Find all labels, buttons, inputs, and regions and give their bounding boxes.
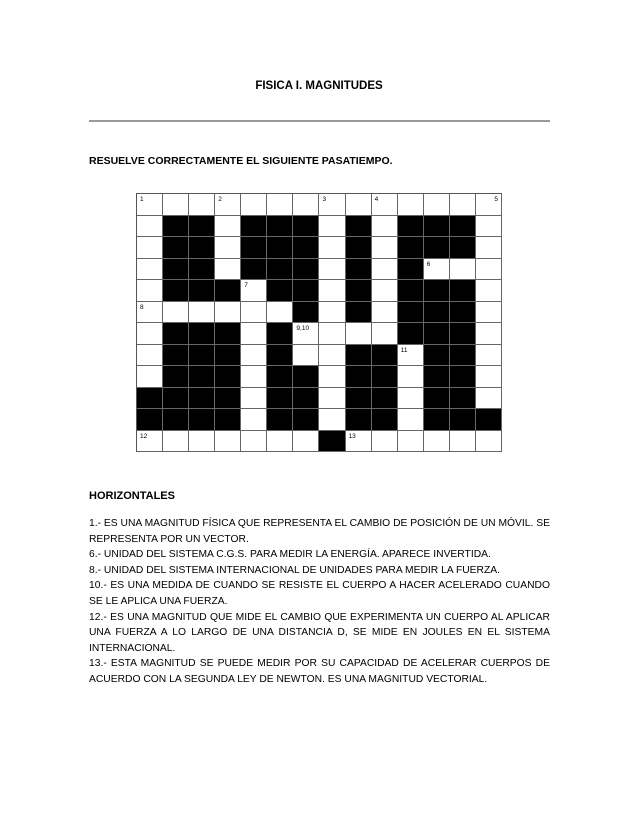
crossword-cell[interactable] (319, 280, 345, 302)
crossword-block (163, 259, 189, 281)
crossword-cell[interactable] (267, 431, 293, 453)
crossword-cell[interactable] (163, 302, 189, 324)
crossword-cell[interactable] (189, 431, 215, 453)
crossword-cell[interactable] (476, 431, 502, 453)
crossword-block (450, 366, 476, 388)
crossword-block (163, 237, 189, 259)
clue-item: 8.- UNIDAD DEL SISTEMA INTERNACIONAL DE UNIDADES PARA MEDIR LA FUERZA. (89, 564, 500, 576)
crossword-cell[interactable] (398, 345, 424, 367)
crossword-cell[interactable] (476, 216, 502, 238)
crossword-cell[interactable] (346, 323, 372, 345)
crossword-block (189, 237, 215, 259)
crossword-cell[interactable] (215, 216, 241, 238)
crossword-cell[interactable] (424, 259, 450, 281)
crossword-cell[interactable] (372, 237, 398, 259)
crossword-cell[interactable] (137, 259, 163, 281)
crossword-cell[interactable] (476, 345, 502, 367)
crossword-cell[interactable] (372, 323, 398, 345)
crossword-cell[interactable] (215, 302, 241, 324)
header-divider (89, 120, 550, 122)
crossword-cell[interactable] (137, 366, 163, 388)
crossword-cell[interactable] (215, 237, 241, 259)
crossword-cell[interactable] (372, 259, 398, 281)
crossword-cell[interactable] (241, 302, 267, 324)
crossword-block (241, 216, 267, 238)
crossword-cell[interactable] (319, 366, 345, 388)
crossword-block (398, 216, 424, 238)
crossword-block (163, 345, 189, 367)
crossword-cell[interactable] (137, 280, 163, 302)
crossword-block (241, 259, 267, 281)
crossword-cell[interactable] (215, 431, 241, 453)
crossword-cell[interactable] (424, 194, 450, 216)
crossword-cell[interactable] (372, 216, 398, 238)
crossword-cell[interactable] (241, 323, 267, 345)
crossword-cell[interactable] (137, 216, 163, 238)
section-title-horizontales: HORIZONTALES (89, 490, 175, 502)
crossword-cell[interactable] (476, 302, 502, 324)
crossword-cell[interactable] (450, 194, 476, 216)
crossword-block (293, 216, 319, 238)
crossword-block (424, 280, 450, 302)
crossword-cell[interactable] (293, 194, 319, 216)
crossword-block (189, 280, 215, 302)
clue-item: 13.- ESTA MAGNITUD SE PUEDE MEDIR POR SU CAPACIDAD DE ACELERAR CUERPOS DE ACUERDO CON LA SEGUNDA LEY DE NEWTON. ES UNA MAGNITUD VECTORIAL. (89, 658, 550, 685)
crossword-block (293, 366, 319, 388)
crossword-block (293, 280, 319, 302)
crossword-cell[interactable] (293, 431, 319, 453)
clue-number: 13 (348, 432, 356, 440)
crossword-block (163, 366, 189, 388)
crossword-block (346, 345, 372, 367)
crossword-block (346, 302, 372, 324)
crossword-cell[interactable] (398, 366, 424, 388)
crossword-cell[interactable] (163, 431, 189, 453)
crossword-block (189, 259, 215, 281)
crossword-cell[interactable] (476, 323, 502, 345)
crossword-block (424, 302, 450, 324)
clue-item: 12.- ES UNA MAGNITUD QUE MIDE EL CAMBIO QUE EXPERIMENTA UN CUERPO AL APLICAR UNA FUERZA A LO LARGO DE UNA DISTANCIA D, SE MIDE EN JOULES EN EL SISTEMA INTERNACIONAL. (89, 611, 550, 654)
crossword-block (293, 409, 319, 431)
crossword-block (215, 280, 241, 302)
crossword-block (398, 280, 424, 302)
page-title: FISICA I. MAGNITUDES (255, 80, 383, 92)
clue-number: 7 (244, 282, 248, 289)
clue-number: 2 (218, 196, 222, 203)
crossword-block (189, 388, 215, 410)
crossword-block (346, 216, 372, 238)
crossword-cell[interactable] (241, 409, 267, 431)
crossword-block (424, 237, 450, 259)
crossword-block (293, 302, 319, 324)
crossword-cell[interactable] (319, 409, 345, 431)
clue-number: 1 (140, 196, 144, 203)
crossword-cell[interactable] (398, 431, 424, 453)
clue-number: 4 (374, 196, 379, 203)
crossword-cell[interactable] (163, 194, 189, 216)
clue-number: 11 (400, 346, 408, 354)
crossword-block (163, 388, 189, 410)
crossword-cell[interactable] (267, 302, 293, 324)
crossword-block (189, 323, 215, 345)
crossword-block (137, 409, 163, 431)
crossword-cell[interactable] (241, 194, 267, 216)
crossword-cell[interactable] (215, 259, 241, 281)
crossword-block (189, 216, 215, 238)
clue-number: 8 (140, 303, 144, 311)
crossword-cell[interactable] (372, 194, 398, 216)
crossword-block (189, 345, 215, 367)
crossword-cell[interactable] (293, 345, 319, 367)
crossword-block (450, 345, 476, 367)
crossword-cell[interactable] (319, 259, 345, 281)
crossword-cell[interactable] (372, 431, 398, 453)
clue-item: 6.- UNIDAD DEL SISTEMA C.G.S. PARA MEDIR LA ENERGÍA. APARECE INVERTIDA. (89, 549, 491, 561)
crossword-block (189, 366, 215, 388)
crossword-block (372, 366, 398, 388)
crossword-block (319, 431, 345, 453)
crossword-cell[interactable] (137, 431, 163, 453)
crossword-block (293, 259, 319, 281)
crossword-block (372, 409, 398, 431)
crossword-cell[interactable] (398, 388, 424, 410)
crossword-cell[interactable] (293, 323, 319, 345)
clue-number: 12 (140, 432, 148, 440)
crossword-cell[interactable] (476, 388, 502, 410)
crossword-block (137, 388, 163, 410)
crossword-cell[interactable] (241, 280, 267, 302)
crossword-block (293, 237, 319, 259)
crossword-cell[interactable] (476, 366, 502, 388)
crossword-cell[interactable] (476, 259, 502, 281)
crossword-cell[interactable] (319, 388, 345, 410)
crossword-cell[interactable] (372, 302, 398, 324)
crossword-block (346, 366, 372, 388)
crossword-cell[interactable] (319, 194, 345, 216)
crossword-block (267, 237, 293, 259)
crossword-block (398, 237, 424, 259)
crossword-block (267, 323, 293, 345)
crossword-block (346, 388, 372, 410)
crossword-block (346, 259, 372, 281)
crossword-cell[interactable] (424, 431, 450, 453)
crossword-cell[interactable] (476, 194, 502, 216)
crossword-cell[interactable] (189, 194, 215, 216)
crossword-cell[interactable] (319, 216, 345, 238)
crossword-block (450, 409, 476, 431)
crossword-block (398, 302, 424, 324)
crossword-block (398, 323, 424, 345)
crossword-block (450, 216, 476, 238)
crossword-block (215, 409, 241, 431)
crossword-cell[interactable] (137, 345, 163, 367)
crossword-block (215, 323, 241, 345)
crossword-cell[interactable] (319, 237, 345, 259)
crossword-block (450, 302, 476, 324)
crossword-cell[interactable] (346, 194, 372, 216)
crossword-block (163, 216, 189, 238)
crossword-cell[interactable] (137, 237, 163, 259)
crossword-block (450, 280, 476, 302)
crossword-block (163, 280, 189, 302)
clue-number: 3 (322, 196, 327, 203)
crossword-cell[interactable] (241, 388, 267, 410)
crossword-cell[interactable] (319, 302, 345, 324)
crossword-block (241, 237, 267, 259)
clue-number: 5 (494, 196, 498, 203)
crossword-block (346, 237, 372, 259)
clue-item: 10.- ES UNA MEDIDA DE CUANDO SE RESISTE EL CUERPO A HACER ACELERADO CUANDO SE LE APLICA UNA FUERZA. (89, 580, 550, 607)
crossword-block (163, 409, 189, 431)
crossword-block (215, 366, 241, 388)
crossword-cell[interactable] (476, 237, 502, 259)
crossword-cell[interactable] (241, 431, 267, 453)
crossword-block (215, 345, 241, 367)
crossword-block (293, 388, 319, 410)
clue-item: 1.- ES UNA MAGNITUD FÍSICA QUE REPRESENTA EL CAMBIO DE POSICIÓN DE UN MÓVIL. SE REPRESENTA POR UN VECTOR. (89, 518, 550, 545)
crossword-cell[interactable] (241, 366, 267, 388)
crossword-block (372, 388, 398, 410)
clue-number: 9,10 (296, 325, 310, 332)
crossword-block (424, 409, 450, 431)
crossword-block (163, 323, 189, 345)
crossword-block (398, 259, 424, 281)
crossword-grid (136, 193, 502, 452)
crossword-cell[interactable] (319, 345, 345, 367)
crossword-cell[interactable] (137, 302, 163, 324)
crossword-block (450, 323, 476, 345)
clue-list (89, 516, 550, 688)
crossword-cell[interactable] (372, 280, 398, 302)
crossword-cell[interactable] (241, 345, 267, 367)
crossword-block (267, 259, 293, 281)
crossword-block (450, 388, 476, 410)
clue-number: 6 (426, 260, 431, 268)
crossword-block (267, 280, 293, 302)
instructions: RESUELVE CORRECTAMENTE EL SIGUIENTE PASATIEMPO. (89, 155, 393, 167)
crossword-block (267, 366, 293, 388)
crossword-block (372, 345, 398, 367)
crossword-block (424, 216, 450, 238)
crossword-cell[interactable] (189, 302, 215, 324)
crossword-cell[interactable] (346, 431, 372, 453)
crossword-cell[interactable] (319, 323, 345, 345)
crossword-block (424, 345, 450, 367)
crossword-cell[interactable] (137, 323, 163, 345)
crossword-block (424, 323, 450, 345)
crossword-block (267, 388, 293, 410)
crossword-block (424, 388, 450, 410)
crossword-cell[interactable] (267, 194, 293, 216)
crossword-cell[interactable] (450, 431, 476, 453)
crossword-block (424, 366, 450, 388)
crossword-block (267, 345, 293, 367)
crossword-cell[interactable] (398, 194, 424, 216)
crossword-block (346, 280, 372, 302)
crossword-block (450, 237, 476, 259)
crossword-cell[interactable] (450, 259, 476, 281)
crossword-block (189, 409, 215, 431)
crossword-cell[interactable] (398, 409, 424, 431)
crossword-cell[interactable] (476, 280, 502, 302)
crossword-block (267, 409, 293, 431)
crossword-block (267, 216, 293, 238)
crossword-cell[interactable] (215, 194, 241, 216)
crossword-block (215, 388, 241, 410)
crossword-block (346, 409, 372, 431)
crossword-block (476, 409, 502, 431)
crossword-cell[interactable] (137, 194, 163, 216)
